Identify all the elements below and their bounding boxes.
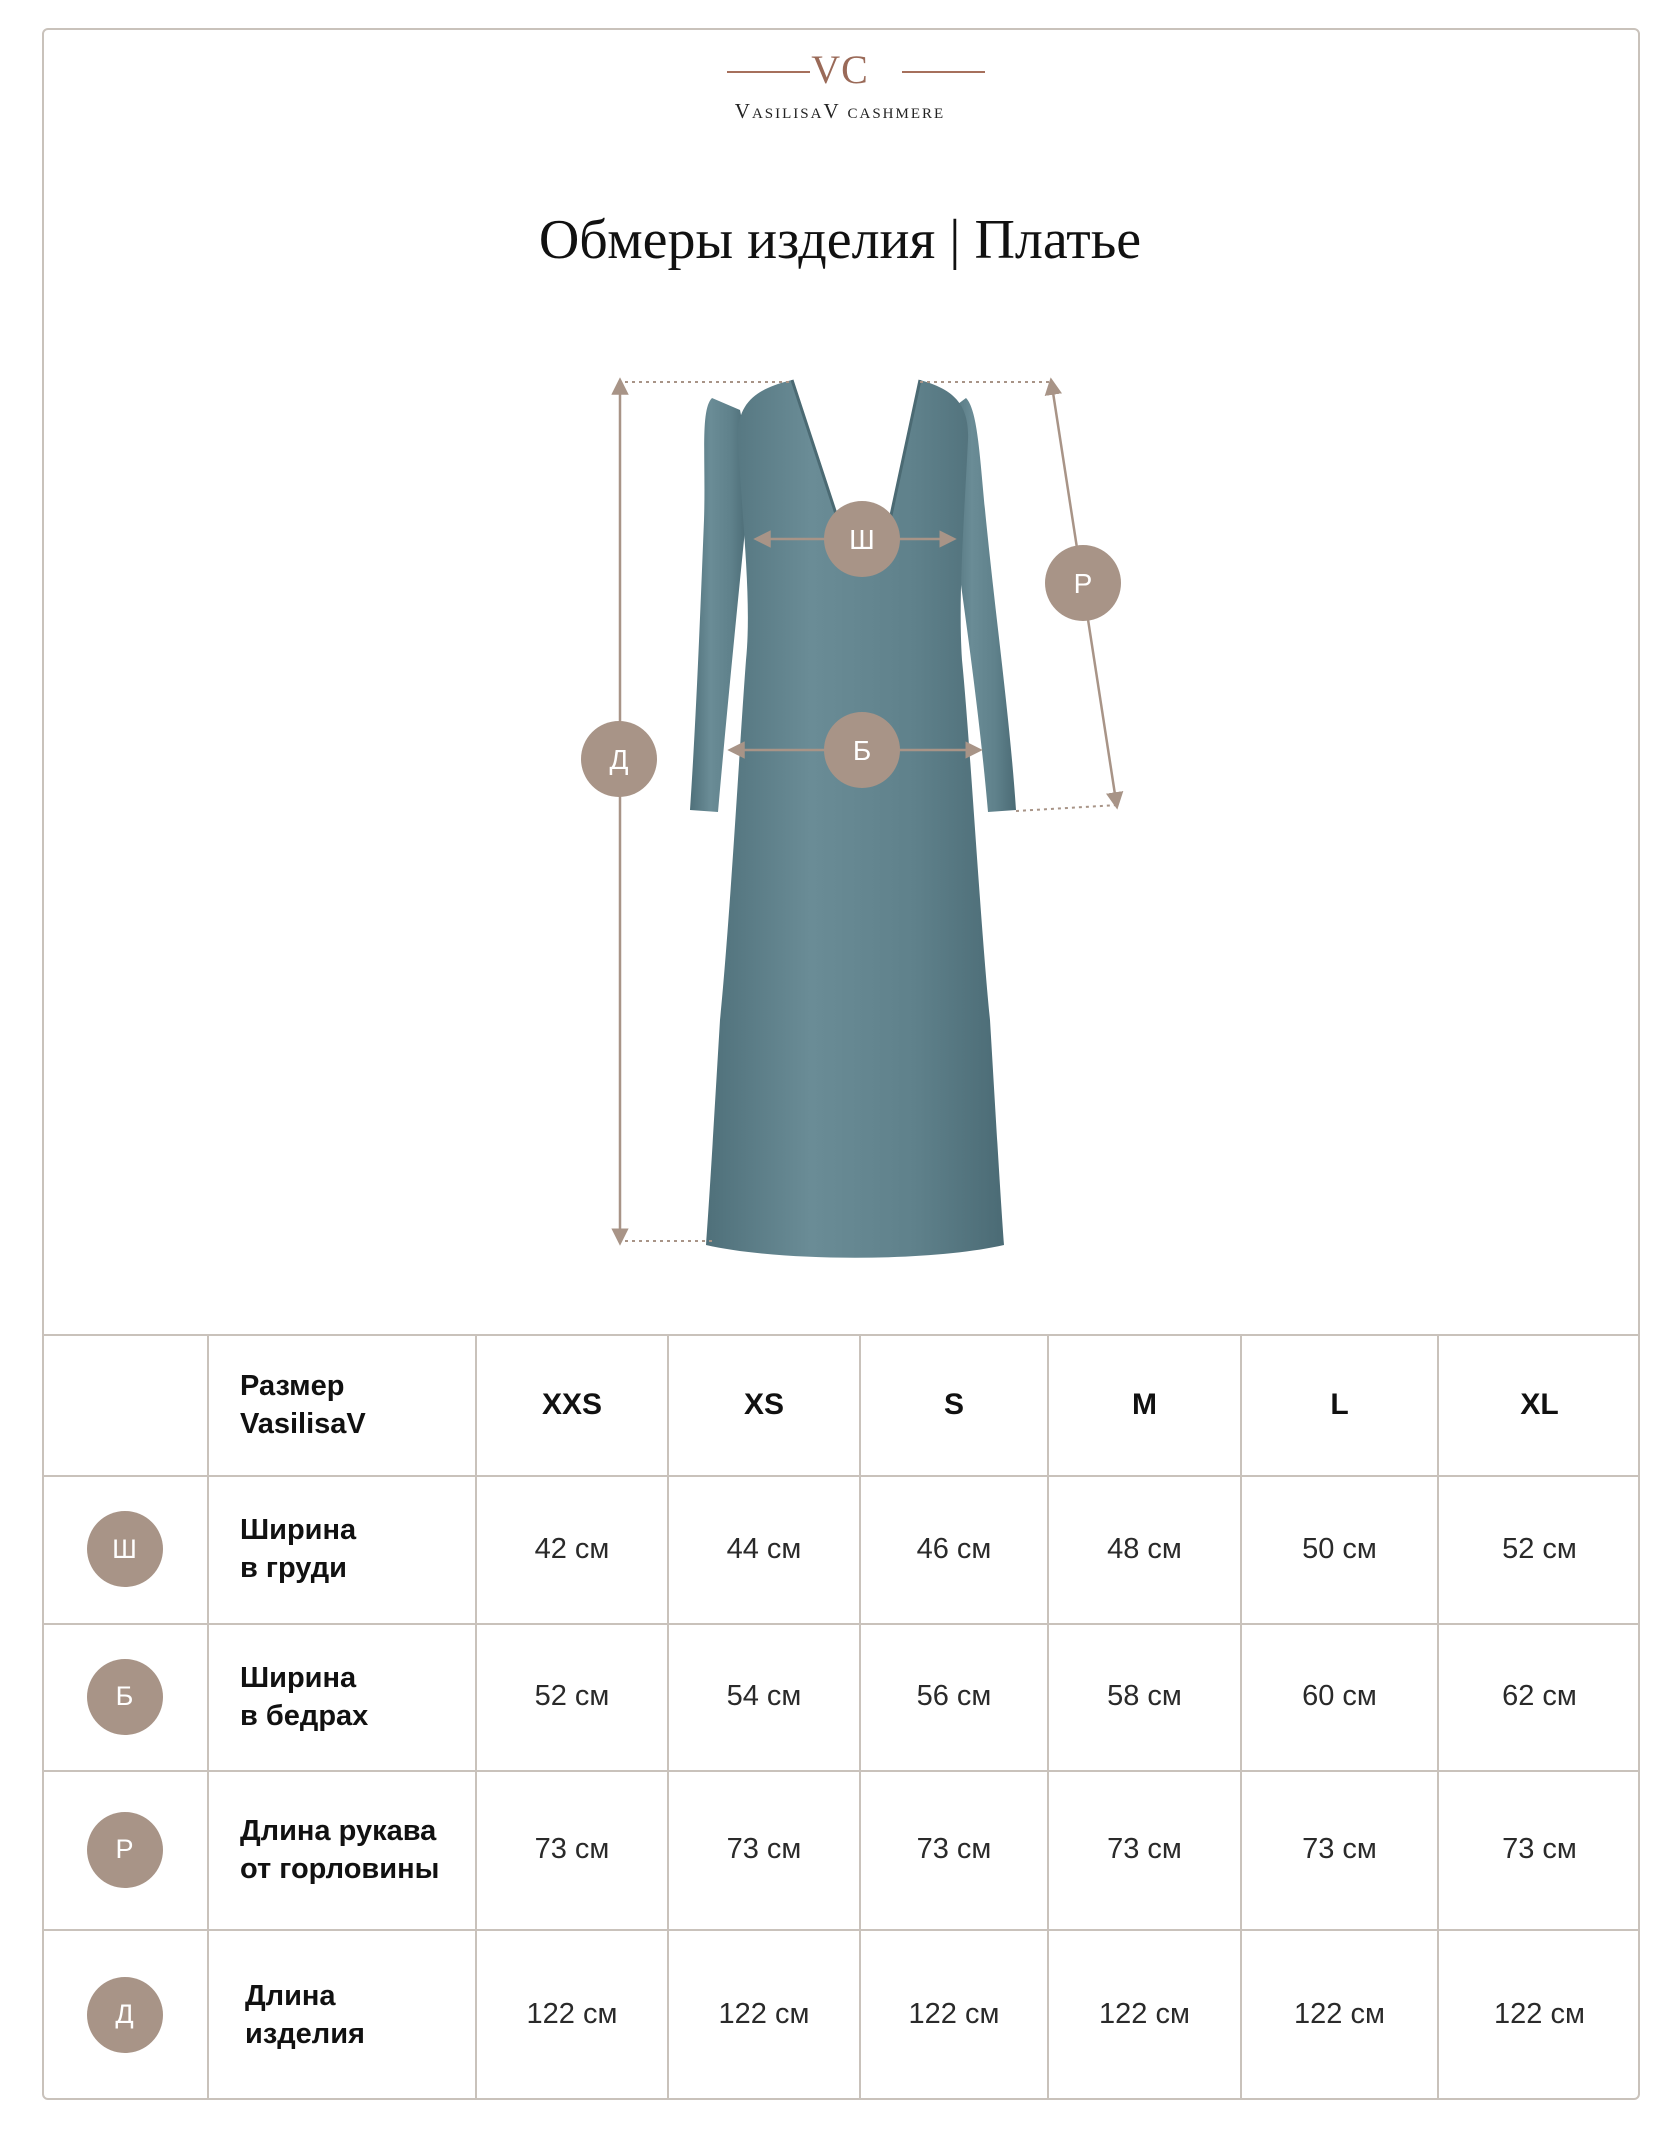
sleeve-marker-letter: Р (1073, 568, 1093, 599)
table-cell: 73 см (1502, 1833, 1577, 1865)
table-cell: 60 см (1302, 1680, 1377, 1712)
size-xs: XS (743, 1387, 785, 1421)
sleeve-marker (1045, 545, 1121, 621)
hips-marker-letter: Б (852, 735, 872, 766)
table-cell: 50 см (1302, 1532, 1377, 1565)
length-badge: Д (87, 1977, 163, 2053)
table-cell: 73 см (1107, 1833, 1182, 1865)
row-label-hips: Ширина в бедрах (240, 1661, 369, 1732)
length-marker (581, 721, 657, 797)
size-table (42, 1334, 1640, 2100)
table-cell: 122 см (1294, 1998, 1385, 2030)
hips-marker (824, 712, 900, 788)
brand-name: VasilisaV cashmere (734, 99, 946, 123)
hips-badge: Б (87, 1659, 163, 1735)
table-cell: 52 см (534, 1680, 610, 1712)
table-cell: 62 см (1502, 1680, 1577, 1712)
sleeve-badge: Р (87, 1812, 163, 1888)
size-header-label: Размер VasilisaV (240, 1369, 366, 1440)
table-cell: 73 см (1302, 1833, 1377, 1865)
table-cell: 122 см (1494, 1998, 1585, 2030)
brand-monogram: VC (811, 47, 869, 92)
table-row-badge (42, 1475, 207, 1623)
row-label-chest: Ширина в груди (240, 1514, 357, 1584)
table-cell: 122 см (908, 1998, 1000, 2030)
size-l: L (1330, 1387, 1349, 1421)
table-cell: 42 см (534, 1532, 610, 1565)
table-cell: 54 см (726, 1680, 802, 1712)
table-cell: 122 см (1099, 1998, 1190, 2030)
size-s: S (943, 1387, 964, 1421)
table-cell: 73 см (916, 1833, 992, 1865)
table-row-badge (42, 1929, 207, 2100)
row-label-length: Длина изделия (245, 1979, 365, 2050)
table-cell: 122 см (718, 1998, 810, 2030)
chest-marker (824, 501, 900, 577)
chest-marker-letter: Ш (849, 524, 875, 555)
table-row-badge (42, 1770, 207, 1929)
table-cell: 52 см (1502, 1532, 1577, 1565)
table-cell: 73 см (534, 1833, 610, 1865)
page-title: Обмеры изделия | Платье (538, 209, 1142, 271)
size-xxs: XXS (541, 1387, 603, 1421)
row-label-sleeve: Длина рукава от горловины (240, 1814, 440, 1885)
table-cell: 48 см (1107, 1532, 1182, 1565)
table-cell: 58 см (1107, 1680, 1182, 1712)
size-m: M (1132, 1387, 1157, 1421)
table-row-badge (42, 1623, 207, 1770)
table-cell: 44 см (726, 1532, 802, 1565)
table-cell: 122 см (526, 1998, 618, 2030)
length-marker-letter: Д (609, 744, 629, 775)
table-cell: 46 см (916, 1532, 992, 1565)
chest-badge: Ш (87, 1511, 163, 1587)
table-cell: 73 см (726, 1833, 802, 1865)
size-xl: XL (1520, 1387, 1559, 1421)
table-cell: 56 см (916, 1680, 992, 1712)
